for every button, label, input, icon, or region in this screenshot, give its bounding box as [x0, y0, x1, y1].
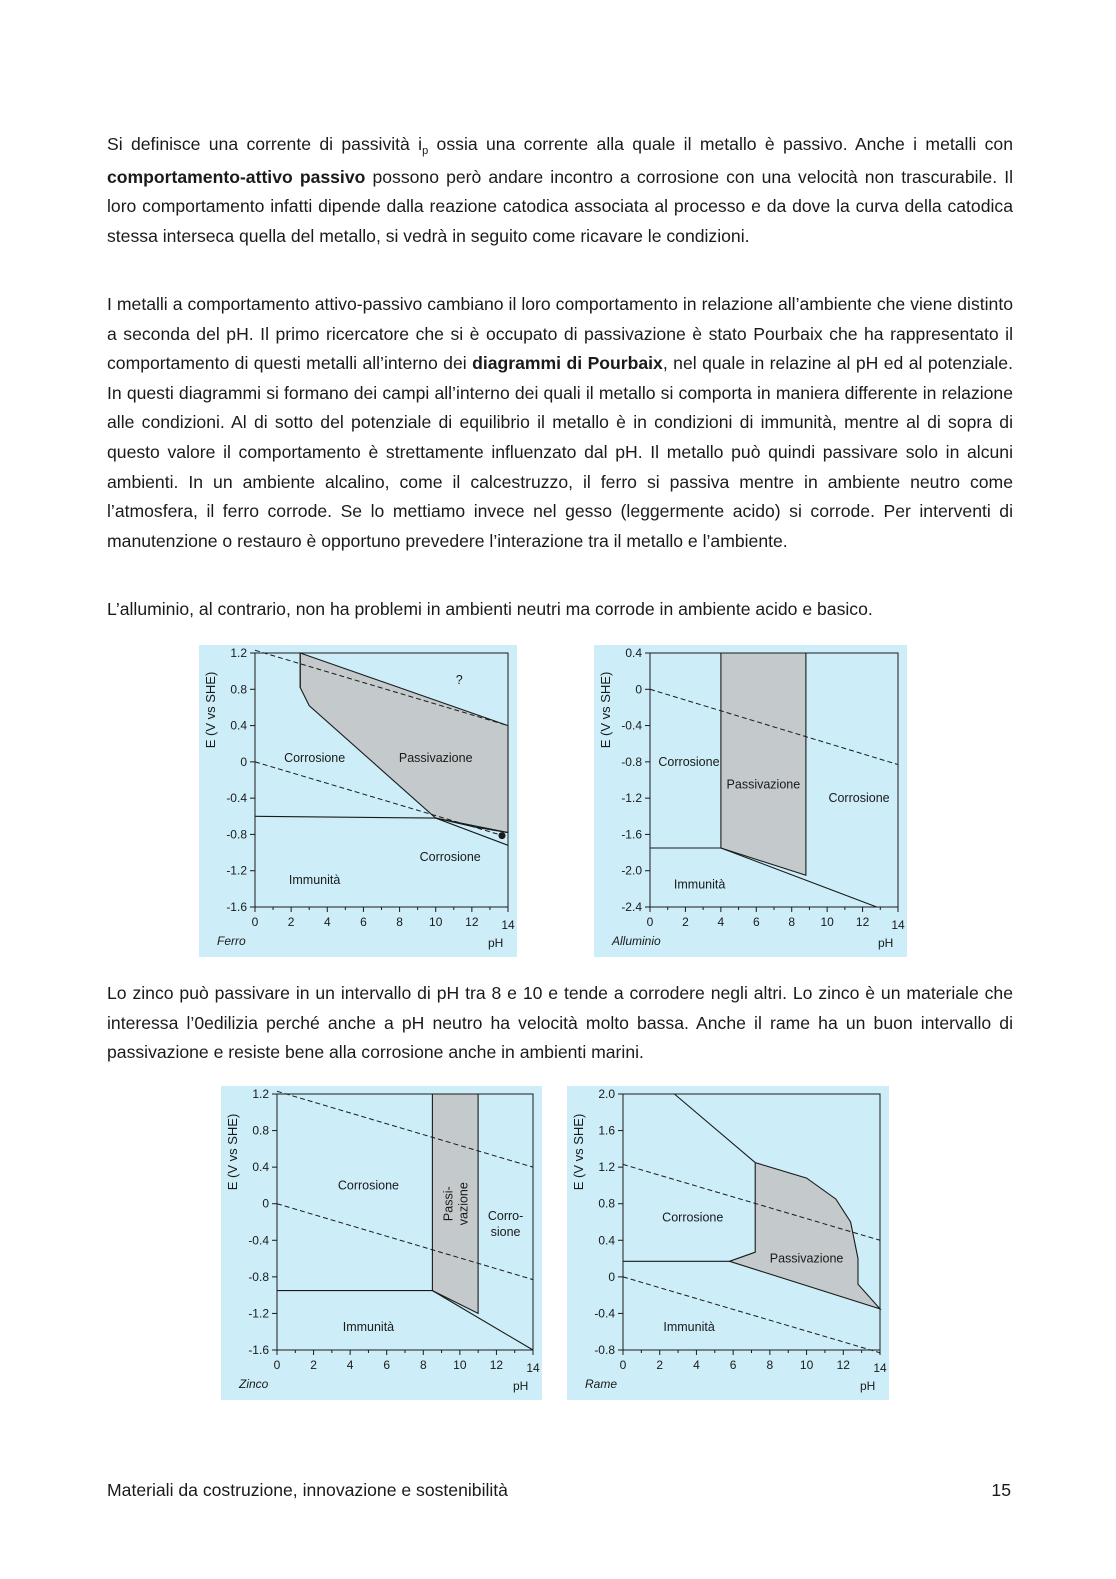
ferro-annotation-2: Passivazione: [398, 751, 473, 766]
pourbaix-chart-ferro: [199, 645, 517, 957]
alluminio-xtick-label-5: 10: [820, 915, 834, 929]
alluminio-xtick-label-7: 14: [891, 918, 905, 932]
zinco-ylabel: E (V vs SHE): [225, 1113, 240, 1191]
alluminio-ytick-label-1: 0: [635, 682, 642, 697]
zinco-ytick-label-3: 0: [262, 1196, 269, 1211]
zinco-annotation-1: Immunità: [342, 1320, 395, 1335]
alluminio-ytick-label-0: 0.4: [625, 646, 642, 660]
chart-svg-zinco: [221, 1086, 542, 1400]
chart-svg-ferro: [199, 645, 517, 957]
alluminio-xtick-label-3: 6: [752, 915, 760, 929]
rame-annotation-0: Corrosione: [662, 1210, 724, 1225]
ferro-ytick-label-4: -0.4: [226, 791, 247, 806]
ferro-xtick-label-5: 10: [429, 915, 443, 929]
ferro-xtick-label-2: 4: [323, 915, 331, 929]
rame-ytick-label-1: 1.6: [598, 1123, 615, 1138]
p2-text-a: I metalli a comportamento attivo-passivo cambiano il loro comportamento in relazione all’ambiente che viene distinto a seconda del pH. Il primo ricercatore che si è occupato di passivazione è stato Pourbaix che ha rappresentato il comportamento di questi metalli all’interno dei: [107, 294, 1013, 374]
alluminio-annotation-0: Corrosione: [658, 754, 720, 769]
alluminio-xtick-label-6: 12: [855, 915, 870, 929]
pourbaix-chart-alluminio: [594, 645, 907, 957]
rame-ylabel: E (V vs SHE): [571, 1113, 586, 1191]
p1-text-b: ossia una corrente alla quale il metallo è passivo. Anche i metalli con: [428, 134, 1013, 154]
chart-svg-alluminio: [594, 645, 907, 957]
rame-ytick-label-3: 0.8: [598, 1196, 615, 1211]
rame-annotation-1: Passivazione: [769, 1251, 844, 1266]
zinco-xtick-label-4: 8: [419, 1358, 427, 1372]
rame-xtick-label-2: 4: [693, 1358, 700, 1372]
alluminio-ylabel: E (V vs SHE): [598, 671, 613, 749]
rame-ytick-label-5: 0: [608, 1269, 615, 1284]
p1-bold: comportamento-attivo passivo: [107, 166, 366, 187]
alluminio-ytick-label-3: -0.8: [621, 754, 642, 769]
ferro-ylabel: E (V vs SHE): [203, 671, 218, 749]
alluminio-passivation-region: [721, 653, 806, 875]
zinco-xtick-label-2: 4: [346, 1358, 354, 1372]
rame-xtick-label-4: 8: [766, 1358, 774, 1372]
ferro-xtick-label-1: 2: [287, 915, 295, 929]
rame-xtick-label-5: 10: [799, 1358, 814, 1372]
ferro-xtick-label-6: 12: [465, 915, 479, 929]
ferro-ytick-label-7: -1.6: [226, 900, 247, 914]
zinco-xlabel: pH: [513, 1379, 529, 1393]
alluminio-xtick-label-4: 8: [788, 915, 796, 929]
ferro-ytick-label-2: 0.4: [230, 718, 247, 733]
ferro-annotation-0: ?: [455, 673, 463, 688]
pourbaix-chart-rame: [567, 1086, 889, 1400]
paragraph-zinc-copper: [107, 979, 1013, 1068]
zinco-xtick-label-6: 12: [489, 1358, 504, 1372]
zinco-annotation-corro-line1: Corro-: [487, 1209, 524, 1223]
zinco-vertical-annotation-0: [441, 1182, 470, 1225]
paragraph-passivity-current: [107, 130, 1013, 251]
rame-xtick-label-6: 12: [836, 1358, 850, 1372]
paragraph-aluminium: [107, 595, 1013, 625]
p1-subscript: p: [422, 145, 429, 157]
rame-xlabel: pH: [860, 1379, 876, 1393]
ferro-point-0: [499, 832, 506, 839]
ferro-ytick-label-6: -1.2: [226, 863, 247, 878]
zinco-xtick-label-3: 6: [383, 1358, 391, 1372]
zinco-vertical-annotation-line1: Passi-: [441, 1186, 456, 1222]
rame-title: Rame: [585, 1377, 618, 1391]
pourbaix-chart-zinco: [221, 1086, 542, 1400]
alluminio-ytick-label-2: -0.4: [621, 718, 642, 733]
zinco-ytick-label-2: 0.4: [252, 1160, 269, 1175]
paragraph-pourbaix: [107, 290, 1013, 556]
ferro-xtick-label-0: 0: [251, 915, 259, 929]
p2-bold: diagrammi di Pourbaix: [472, 353, 663, 374]
alluminio-annotation-2: Corrosione: [828, 791, 890, 806]
ferro-xlabel: pH: [488, 936, 504, 950]
zinco-ytick-label-0: 1.2: [252, 1087, 269, 1101]
ferro-annotation-3: Corrosione: [419, 850, 481, 865]
rame-xtick-label-0: 0: [619, 1358, 627, 1372]
alluminio-xtick-label-1: 2: [682, 915, 689, 929]
chart-svg-rame: [567, 1086, 889, 1400]
zinco-ytick-label-4: -0.4: [248, 1233, 269, 1248]
ferro-ytick-label-0: 1.2: [230, 646, 247, 660]
ferro-xtick-label-4: 8: [396, 915, 403, 929]
rame-annotation-2: Immunità: [663, 1320, 715, 1335]
ferro-annotation-4: Immunità: [288, 872, 341, 887]
alluminio-ytick-label-7: -2.4: [621, 900, 642, 914]
p1-text-a: Si definisce una corrente di passività i: [107, 134, 423, 154]
zinco-ytick-label-7: -1.6: [248, 1343, 269, 1357]
zinco-xtick-label-0: 0: [273, 1358, 281, 1372]
page-number: 15: [991, 1480, 1011, 1500]
ferro-title: Ferro: [217, 934, 246, 948]
alluminio-ytick-label-4: -1.2: [621, 791, 642, 806]
p4-text: Lo zinco può passivare in un intervallo di pH tra 8 e 10 e tende a corrodere negli altri. Lo zinco è un materiale che interessa l’0edilizia perché anche a pH neutro ha velocità molto bassa. Anche il rame ha un buon intervallo di passivazione e resiste bene alla corrosione anche in ambienti marini.: [107, 983, 1013, 1063]
rame-ytick-label-6: -0.4: [594, 1306, 615, 1321]
zinco-ytick-label-6: -1.2: [248, 1306, 269, 1321]
rame-xtick-label-3: 6: [729, 1358, 737, 1372]
alluminio-annotation-1: Passivazione: [726, 777, 801, 792]
alluminio-title: Alluminio: [612, 934, 661, 948]
zinco-vertical-annotation-line2: vazione: [456, 1182, 471, 1226]
p1-text-c: possono però andare incontro a corrosione con una velocità non trascurabile. Il loro comportamento infatti dipende dalla reazione catodica associata al processo e da dove la curva della catodica stessa interseca quella del metallo, si vedrà in seguito come ricavare le condizioni.: [107, 166, 1013, 246]
rame-ytick-label-0: 2.0: [598, 1087, 615, 1101]
zinco-annotation-0: Corrosione: [337, 1178, 399, 1193]
rame-ytick-label-2: 1.2: [598, 1160, 615, 1175]
ferro-xtick-label-7: 14: [501, 918, 515, 932]
p3-text: L’alluminio, al contrario, non ha problemi in ambienti neutri ma corrode in ambiente acido e basico.: [107, 599, 873, 619]
rame-ytick-label-4: 0.4: [598, 1233, 615, 1248]
alluminio-annotation-3: Immunità: [673, 877, 726, 892]
zinco-xtick-label-7: 14: [526, 1361, 540, 1375]
alluminio-ytick-label-5: -1.6: [621, 827, 642, 842]
p2-text-b: , nel quale in relazine al pH ed al potenziale. In questi diagrammi si formano dei campi all’interno dei quali il metallo si comporta in maniera differente in relazione alle condizioni. Al di sotto del potenziale di equilibrio il metallo è in condizioni di immunità, mentre al di sopra di questo valore il comportamento è strettamente influenzato dal pH. Il metallo può quindi passivare solo in alcuni ambienti. In un ambiente alcalino, come il calcestruzzo, il ferro si passiva mentre in ambiente neutro come l’atmosfera, il ferro corrode. Se lo mettiamo invece nel gesso (leggermente acido) si corrode. Per interventi di manutenzione o restauro è opportuno prevedere l’interazione tra il metallo e l’ambiente.: [107, 353, 1013, 551]
footer-title: Materiali da costruzione, innovazione e sostenibilità: [107, 1480, 508, 1500]
ferro-ytick-label-5: -0.8: [226, 827, 247, 842]
rame-xtick-label-1: 2: [656, 1358, 664, 1372]
alluminio-ytick-label-6: -2.0: [621, 863, 642, 878]
rame-ytick-label-7: -0.8: [594, 1343, 615, 1357]
alluminio-xlabel: pH: [878, 936, 894, 950]
zinco-xtick-label-5: 10: [453, 1358, 467, 1372]
ferro-ytick-label-1: 0.8: [230, 682, 247, 697]
zinco-annotation-corro-line2: sione: [490, 1225, 521, 1239]
ferro-xtick-label-3: 6: [360, 915, 367, 929]
zinco-ytick-label-1: 0.8: [252, 1123, 269, 1138]
ferro-annotation-1: Corrosione: [284, 751, 346, 766]
zinco-title: Zinco: [239, 1377, 269, 1391]
alluminio-xtick-label-0: 0: [646, 915, 654, 929]
rame-xtick-label-7: 14: [873, 1361, 887, 1375]
alluminio-xtick-label-2: 4: [717, 915, 725, 929]
zinco-xtick-label-1: 2: [310, 1358, 317, 1372]
zinco-ytick-label-5: -0.8: [248, 1269, 269, 1284]
ferro-ytick-label-3: 0: [240, 754, 247, 769]
